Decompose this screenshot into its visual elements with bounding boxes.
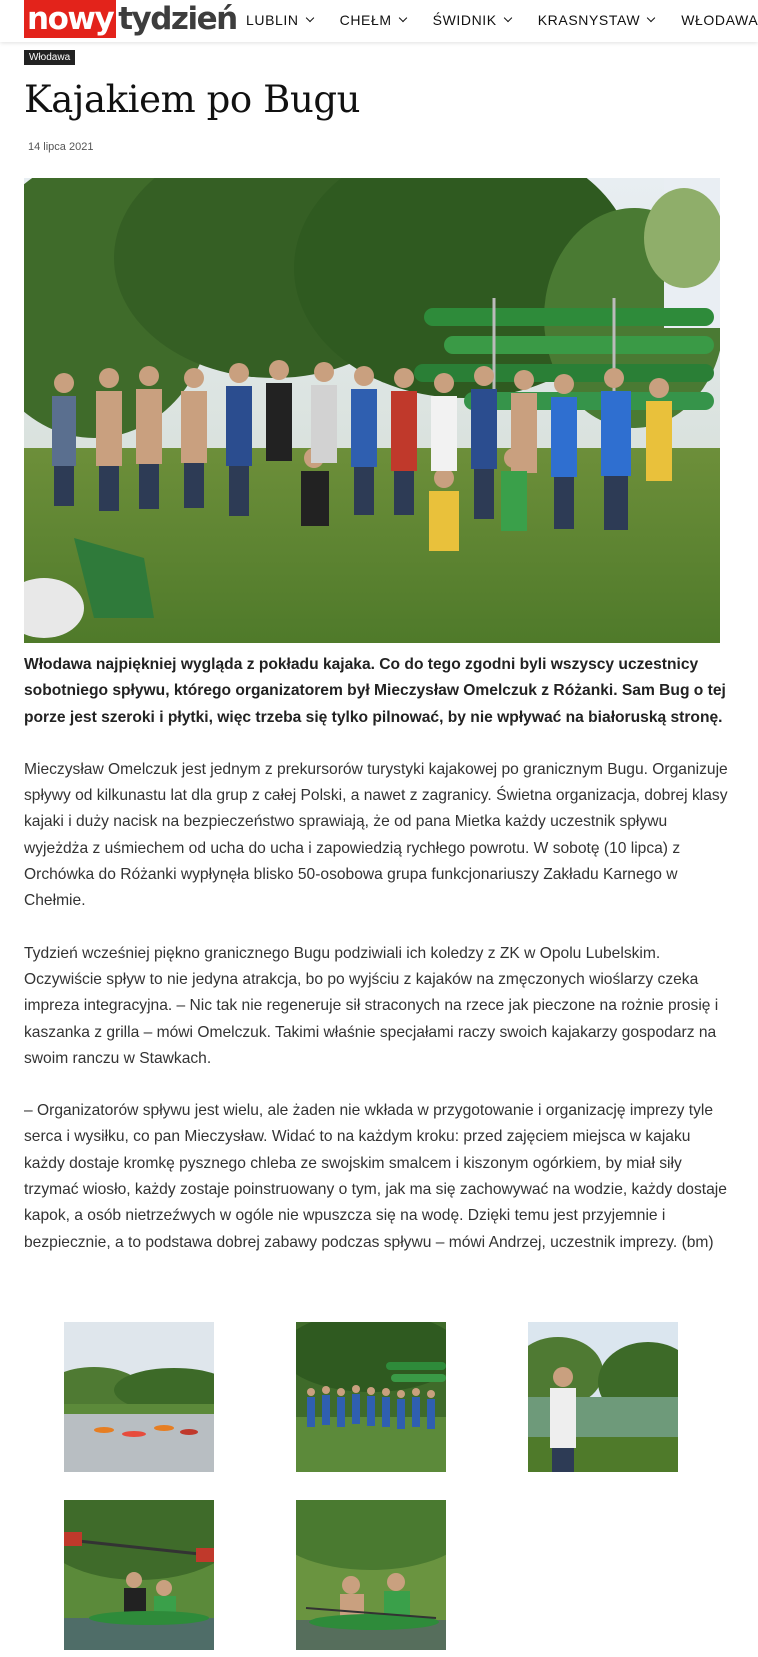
gallery-thumb-2[interactable] [296, 1322, 446, 1472]
chevron-down-icon [305, 14, 313, 22]
nav-item-swidnik[interactable] [433, 12, 511, 28]
gallery-thumb-4[interactable] [64, 1500, 214, 1650]
gallery-image-man-by-river [528, 1322, 678, 1472]
article-paragraph: Mieczysław Omelczuk jest jednym z prekursorów turystyki kajakowej po granicznym Bugu. Organizuje spływy od kilkunastu lat dla grup z całej Polski, a nawet z zagranicy. Świetna organizacja, dobrej klasy kajaki i duży nacisk na bezpieczeństwo sprawiają, że od pana Mietka każdy uczestnik spływu wyjeżdża z uśmiechem od ucha do ucha i zapowiedzią rychłego powrotu. W sobotę (10 lipca) z Orchówka do Różanki wypłynęła blisko 50-osobowa grupa funkcjonariuszy Zakładu Karnego w Chełmie. [24, 760, 728, 910]
article-date: 14 lipca 2021 [28, 141, 94, 153]
article-lead: Włodawa najpiękniej wygląda z pokładu kajaka. Co do tego zgodni byli wszyscy uczestnicy sobotniego spływu, którego organizatorem był Mieczysław Omelczuk z Różanki. Sam Bug o tej porze jest szeroki i płytki, więc trzeba się tylko pilnować, by nie wpływać na białoruską stronę. [24, 656, 726, 726]
hero-photo[interactable] [24, 178, 720, 643]
nav-item-label: ŚWIDNIK [432, 12, 497, 28]
nav-item-label: LUBLIN [246, 12, 299, 28]
logo-part-tydzien: tydzień [118, 1, 237, 37]
nav-item-krasnystaw[interactable] [538, 12, 654, 28]
nav-item-label: WŁODAWA [681, 12, 758, 28]
hero-photo-illustration [24, 178, 720, 643]
gallery-image-river-kayaks [64, 1322, 214, 1472]
category-badge[interactable]: Włodawa [24, 50, 75, 65]
article-title: Kajakiem po Bugu [24, 78, 361, 121]
gallery-thumb-5[interactable] [296, 1500, 446, 1650]
main-nav [246, 0, 758, 40]
gallery-thumb-3[interactable] [528, 1322, 678, 1472]
gallery-image-kayakers-paddles [64, 1500, 214, 1650]
article-paragraph: Tydzień wcześniej piękno granicznego Bugu podziwiali ich koledzy z ZK w Opolu Lubelskim. Oczywiście spływ to nie jedyna atrakcja, bo po wyjściu z kajaków na zmęczonych wioślarzy czeka impreza integracyjna. – Nic tak nie regeneruje sił straconych na rzece jak pieczone na rożnie prosię i kaszanka z grilla – mówi Omelczuk. Takimi właśnie specjałami raczy swoich kajakarzy gospodarz na swoim ranczu w Stawkach. [24, 944, 719, 1067]
chevron-down-icon [398, 14, 406, 22]
site-header [0, 0, 758, 42]
gallery-image-group [296, 1322, 446, 1472]
nav-item-label: CHEŁM [339, 12, 392, 28]
gallery-thumb-1[interactable] [64, 1322, 214, 1472]
nav-item-label: KRASNYSTAW [537, 12, 641, 28]
article-paragraph: – Organizatorów spływu jest wielu, ale żaden nie wkłada w przygotowanie i organizację imprezy tyle serca i wysiłku, co pan Mieczysław. Widać to na każdym kroku: przed zajęciem miejsca w kajaku każdy dostaje kromkę pysznego chleba ze swojskim smalcem i kiszonym ogórkiem, by miał siły trzymać wiosło, każdy zostaje poinstruowany o tym, jak ma się zachowywać na wodzie, każdy dostaje kapok, a osób nietrzeźwych w ogóle nie wpuszcza się na wodę. Dzięki temu jest przyjemnie i bezpiecznie, a to podstawa dobrej zabawy podczas spływu – mówi Andrzej, uczestnik imprezy. (bm) [24, 1102, 727, 1251]
chevron-down-icon [503, 14, 511, 22]
chevron-down-icon [647, 14, 655, 22]
nav-item-wlodawa[interactable] [681, 12, 758, 28]
site-logo[interactable] [24, 0, 237, 38]
nav-item-chelm[interactable] [340, 12, 406, 28]
nav-item-lublin[interactable] [246, 12, 313, 28]
logo-part-nowy: nowy [24, 0, 116, 38]
article-body [24, 652, 728, 1282]
gallery-image-kayak-pair [296, 1500, 446, 1650]
